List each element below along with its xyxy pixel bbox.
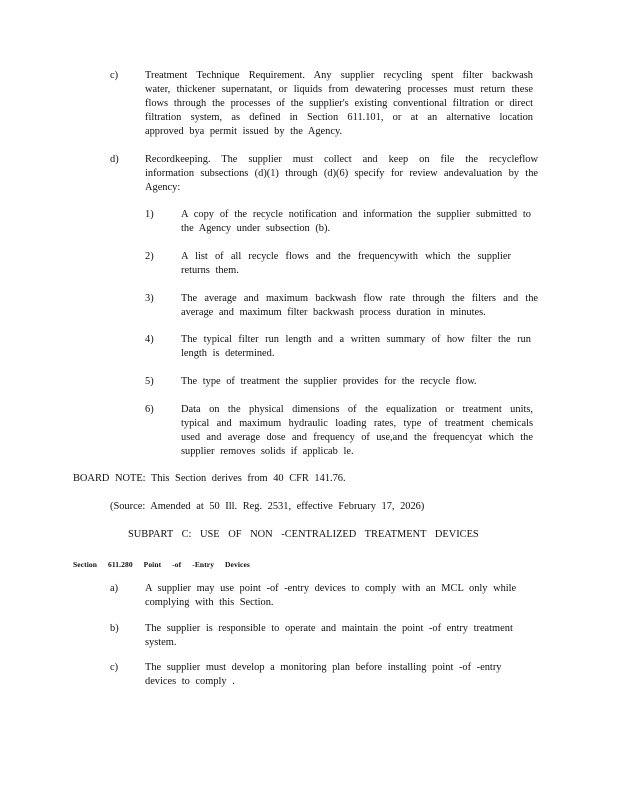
item-d-text: Recordkeeping. The supplier must collect and keep on file the recycleflow information subsections (d)(1) through (d)(6) specify for review andevaluation by the Agency:	[145, 154, 538, 193]
board-note: BOARD NOTE: This Section derives from 40 CFR 141.76.	[73, 473, 346, 484]
section-item-b-text: The supplier is responsible to operate and maintain the point -of entry treatment system.	[145, 623, 513, 648]
subitem-3-text: The average and maximum backwash flow rate through the filters and the average and maximum filter backwash process duration in minutes.	[181, 293, 538, 318]
subitem-5-text: The type of treatment the supplier provides for the recycle flow.	[181, 376, 477, 387]
section-item-b-label: b)	[110, 623, 119, 634]
subitem-1-text: A copy of the recycle notification and information the supplier submitted to the Agency under subsection (b).	[181, 209, 531, 234]
subitem-4-label: 4)	[145, 334, 154, 345]
subitem-5-label: 5)	[145, 376, 154, 387]
section-item-a-text: A supplier may use point -of -entry devices to comply with an MCL only while complying with this Section.	[145, 583, 517, 608]
subitem-6-label: 6)	[145, 404, 154, 415]
item-c-label: c)	[110, 70, 119, 81]
subitem-2-text: A list of all recycle flows and the frequencywith which the supplier returns them.	[181, 251, 511, 276]
section-item-c-text: The supplier must develop a monitoring plan before installing point -of -entry devices to comply .	[145, 662, 502, 687]
source-note: (Source: Amended at 50 Ill. Reg. 2531, effective February 17, 2026)	[110, 501, 425, 512]
subitem-6-text: Data on the physical dimensions of the equalization or treatment units, typical and maximum hydraulic loading rates, type of treatment chemicals used and average dose and frequency of use,and the frequencyat which the supplier removes solids if applicab le.	[181, 404, 533, 457]
subitem-2-label: 2)	[145, 251, 154, 262]
subitem-3-label: 3)	[145, 293, 154, 304]
subpart-heading: SUBPART C: USE OF NON -CENTRALIZED TREATMENT DEVICES	[128, 529, 479, 540]
section-item-c-label: c)	[110, 662, 119, 673]
section-heading: Section 611.280 Point -of -Entry Devices	[73, 560, 250, 569]
item-c-text: Treatment Technique Requirement. Any supplier recycling spent filter backwash water, thickener supernatant, or liquids from dewatering processes must return these flows through the processes of the supplier's existing conventional filtration or direct filtration system, as defined in Section 611.101, or at an alternative location approved bya permit issued by the Agency.	[145, 70, 533, 137]
subitem-1-label: 1)	[145, 209, 154, 220]
section-item-a-label: a)	[110, 583, 119, 594]
subitem-4-text: The typical filter run length and a written summary of how filter the run length is determined.	[181, 334, 531, 359]
item-d-label: d)	[110, 154, 119, 165]
